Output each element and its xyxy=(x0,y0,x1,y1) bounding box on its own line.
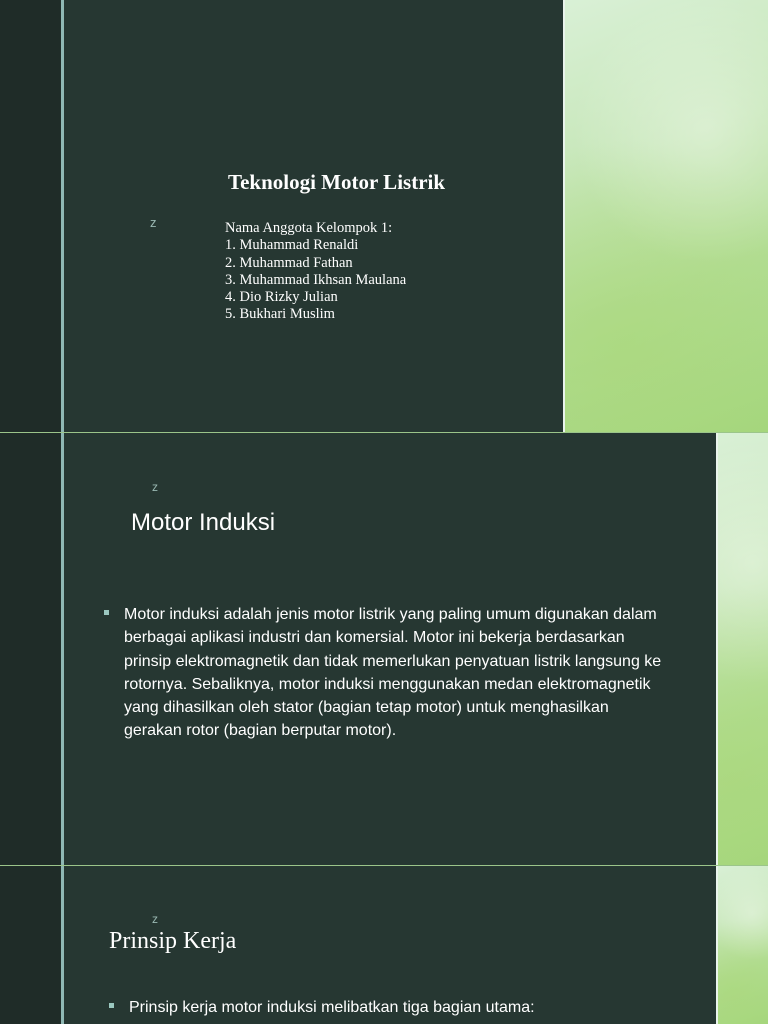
slide-mark: z xyxy=(152,912,158,926)
presentation-title: Teknologi Motor Listrik xyxy=(228,170,446,194)
green-decor-panel xyxy=(716,866,768,1024)
left-accent-line xyxy=(61,0,64,432)
slide-title xyxy=(0,0,768,432)
member-item: 1. Muhammad Renaldi xyxy=(225,237,359,254)
bullet-item xyxy=(109,996,669,1019)
member-list xyxy=(225,220,406,324)
slide-mark: z xyxy=(152,480,158,494)
member-item: 4. Dio Rizky Julian xyxy=(225,289,338,306)
slide-title: Motor Induksi xyxy=(131,509,276,536)
green-decor-panel xyxy=(563,0,768,432)
slide-prinsip-kerja xyxy=(0,866,768,1024)
bullet-text: Prinsip kerja motor induksi melibatkan tiga bagian utama: xyxy=(129,999,535,1016)
member-item: 2. Muhammad Fathan xyxy=(225,254,353,271)
left-accent-line xyxy=(61,866,64,1024)
member-list-heading: Nama Anggota Kelompok 1: xyxy=(225,220,393,236)
bullet-icon xyxy=(109,1003,114,1008)
left-strip xyxy=(0,866,61,1024)
left-accent-line xyxy=(61,433,64,865)
left-strip xyxy=(0,0,61,432)
left-strip xyxy=(0,433,61,865)
member-item: 5. Bukhari Muslim xyxy=(225,306,335,323)
member-item: 3. Muhammad Ikhsan Maulana xyxy=(225,271,407,288)
bullet-item xyxy=(104,603,664,743)
bullet-icon xyxy=(104,610,109,615)
slide-mark: z xyxy=(150,215,157,230)
slide-title: Prinsip Kerja xyxy=(109,928,237,954)
bullet-text: Motor induksi adalah jenis motor listrik yang paling umum digunakan dalam berbagai aplikasi industri dan komersial. Motor ini bekerja berdasarkan prinsip elektromagnetik dan tidak memerlukan penyatuan listrik langsung ke rotornya. Sebaliknya, motor induksi menggunakan medan elektromagnetik yang dihasilkan oleh stator (bagian tetap motor) untuk menghasilkan gerakan rotor (bagian berputar motor). xyxy=(124,606,662,740)
green-decor-panel xyxy=(716,433,768,865)
slide-motor-induksi xyxy=(0,433,768,865)
